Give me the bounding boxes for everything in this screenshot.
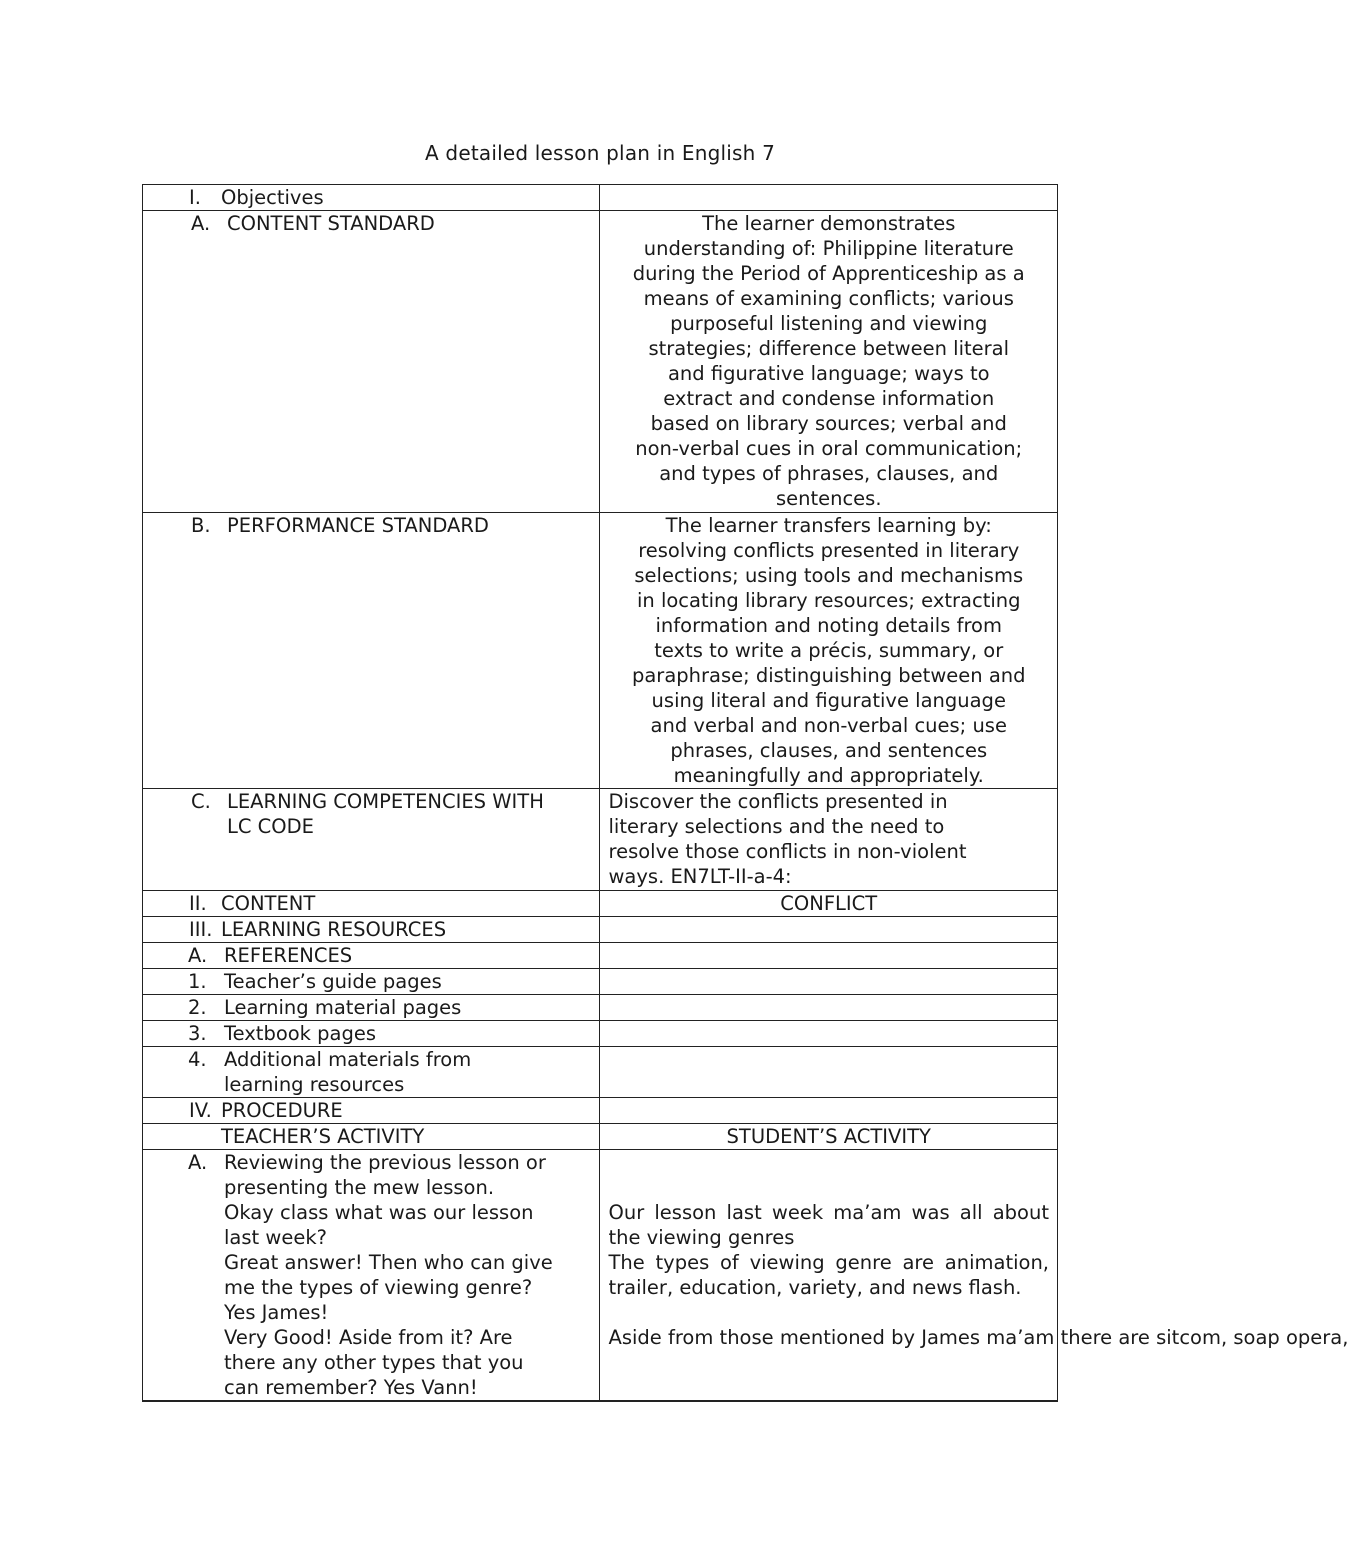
content-standard-line: and figurative language; ways to (667, 362, 990, 385)
performance-standard-label-cell (143, 513, 600, 789)
reference-item-label-line: learning resources (224, 1073, 405, 1096)
reference-item-label: Textbook pages (224, 1022, 377, 1045)
reference-item-mark: 4. (188, 1048, 207, 1071)
content-standard-row (143, 211, 1058, 513)
reference-item-mark: 3. (188, 1022, 207, 1045)
content-row (143, 891, 1058, 917)
reference-item-cell (143, 1021, 600, 1047)
reference-item-row (143, 995, 1058, 1021)
teacher-review-line: presenting the mew lesson. (224, 1176, 495, 1199)
teacher-review-text (224, 1150, 553, 1400)
objectives-row (143, 185, 1058, 211)
teacher-review-line: Reviewing the previous lesson or (224, 1151, 546, 1174)
content-num: II. (189, 892, 207, 915)
teacher-review-line: last week? (224, 1226, 327, 1249)
content-standard-value-cell (600, 211, 1058, 513)
procedure-label: PROCEDURE (221, 1099, 343, 1122)
procedure-num: IV. (189, 1099, 212, 1122)
teacher-activity-header: TEACHER’S ACTIVITY (221, 1125, 425, 1148)
performance-standard-mark: B. (191, 514, 211, 537)
reference-item-cell (143, 1047, 600, 1098)
content-standard-label-cell (143, 211, 600, 513)
learning-competencies-line: resolve those conflicts in non-violent (608, 840, 967, 863)
procedure-value-cell (600, 1098, 1058, 1124)
reference-item-row (143, 1047, 1058, 1098)
teacher-review-line: Yes James! (224, 1301, 329, 1324)
content-standard-label: CONTENT STANDARD (227, 212, 435, 235)
reference-item-label: Learning material pages (224, 996, 462, 1019)
teacher-review-line: there any other types that you (224, 1351, 524, 1374)
learning-resources-value-cell (600, 917, 1058, 943)
learning-resources-row (143, 917, 1058, 943)
objectives-label: Objectives (221, 186, 324, 209)
learning-resources-label: LEARNING RESOURCES (221, 918, 447, 941)
student-answer: Our lesson last week ma’am was all about the viewing genres (608, 1201, 1049, 1249)
learning-competencies-label-line: LC CODE (227, 815, 314, 838)
content-standard-line: and types of phrases, clauses, and (659, 462, 999, 485)
content-standard-line: based on library sources; verbal and (650, 412, 1007, 435)
reference-item-cell (143, 995, 600, 1021)
teacher-review-line: Okay class what was our lesson (224, 1201, 534, 1224)
reference-item-value-cell (600, 1021, 1058, 1047)
teacher-activity-header-cell (143, 1124, 600, 1150)
review-mark: A. (188, 1151, 208, 1174)
content-label: CONTENT (221, 892, 316, 915)
teacher-review-line: can remember? Yes Vann! (224, 1376, 478, 1399)
teacher-review-line: Great answer! Then who can give (224, 1251, 553, 1274)
page-title: A detailed lesson plan in English 7 (424, 141, 775, 165)
procedure-label-cell (143, 1098, 600, 1124)
performance-standard-line: resolving conflicts presented in literary (638, 539, 1020, 562)
content-label-cell (143, 891, 600, 917)
content-standard-line: extract and condense information (663, 387, 995, 410)
reference-item-cell (143, 969, 600, 995)
review-row (143, 1150, 1058, 1402)
performance-standard-line: paraphrase; distinguishing between and (631, 664, 1026, 687)
references-label-cell (143, 943, 600, 969)
reference-item-value-cell (600, 995, 1058, 1021)
objectives-cell (143, 185, 600, 211)
content-standard-line: non-verbal cues in oral communication; (635, 437, 1023, 460)
student-answer: Aside from those mentioned by James ma’am there are sitcom, soap opera, (608, 1326, 1348, 1349)
content-standard-line: during the Period of Apprenticeship as a (632, 262, 1025, 285)
learning-resources-label-cell (143, 917, 600, 943)
reference-item-value-cell (600, 969, 1058, 995)
reference-item-mark: 2. (188, 996, 207, 1019)
learning-competencies-label (227, 789, 544, 839)
reference-item-value-cell (600, 1047, 1058, 1098)
performance-standard-line: meaningfully and appropriately. (673, 764, 984, 787)
performance-standard-line: and verbal and non-verbal cues; use (650, 714, 1007, 737)
performance-standard-line: The learner transfers learning by: (665, 514, 992, 537)
reference-item-label (224, 1047, 471, 1097)
content-standard-line: means of examining conflicts; various (643, 287, 1014, 310)
references-label: REFERENCES (224, 944, 353, 967)
learning-competencies-line: Discover the conflicts presented in (608, 790, 948, 813)
learning-competencies-row (143, 789, 1058, 891)
performance-standard-label: PERFORMANCE STANDARD (227, 514, 489, 537)
performance-standard-line: in locating library resources; extracting (636, 589, 1021, 612)
learning-competencies-value-cell (600, 789, 1058, 891)
reference-item-row (143, 1021, 1058, 1047)
teacher-review-line: Very Good! Aside from it? Are (224, 1326, 513, 1349)
teacher-review-cell (143, 1150, 600, 1402)
content-standard-mark: A. (191, 212, 211, 235)
learning-competencies-label-cell (143, 789, 600, 891)
references-mark: A. (188, 944, 208, 967)
references-row (143, 943, 1058, 969)
student-review-cell (600, 1150, 1348, 1402)
teacher-review-line: me the types of viewing genre? (224, 1276, 533, 1299)
performance-standard-row (143, 513, 1058, 789)
lesson-plan-table (142, 184, 1348, 1402)
activity-header-row (143, 1124, 1058, 1150)
reference-item-label-line: Additional materials from (224, 1048, 472, 1071)
learning-competencies-line: literary selections and the need to (608, 815, 945, 838)
reference-item-mark: 1. (188, 970, 207, 993)
content-standard-line: sentences. (775, 487, 882, 510)
objectives-num: I. (189, 186, 201, 209)
objectives-value-cell (600, 185, 1058, 211)
learning-resources-num: III. (189, 918, 213, 941)
learning-competencies-mark: C. (191, 790, 211, 813)
learning-competencies-label-line: LEARNING COMPETENCIES WITH (227, 790, 544, 813)
content-standard-line: understanding of: Philippine literature (643, 237, 1014, 260)
performance-standard-line: phrases, clauses, and sentences (670, 739, 988, 762)
content-standard-line: purposeful listening and viewing (670, 312, 988, 335)
learning-competencies-line: ways. EN7LT-II-a-4: (608, 865, 792, 888)
performance-standard-line: information and noting details from (655, 614, 1002, 637)
performance-standard-value-cell (600, 513, 1058, 789)
student-activity-header: STUDENT’S ACTIVITY (600, 1124, 1058, 1150)
student-answer: The types of viewing genre are animation, trailer, education, variety, and news flash. (608, 1251, 1049, 1299)
content-standard-line: strategies; difference between literal (648, 337, 1010, 360)
content-standard-line: The learner demonstrates (702, 212, 956, 235)
reference-item-label: Teacher’s guide pages (224, 970, 442, 993)
procedure-row (143, 1098, 1058, 1124)
content-value: CONFLICT (600, 891, 1058, 917)
references-value-cell (600, 943, 1058, 969)
reference-item-row (143, 969, 1058, 995)
performance-standard-line: selections; using tools and mechanisms (634, 564, 1024, 587)
performance-standard-line: using literal and figurative language (651, 689, 1006, 712)
performance-standard-line: texts to write a précis, summary, or (654, 639, 1004, 662)
